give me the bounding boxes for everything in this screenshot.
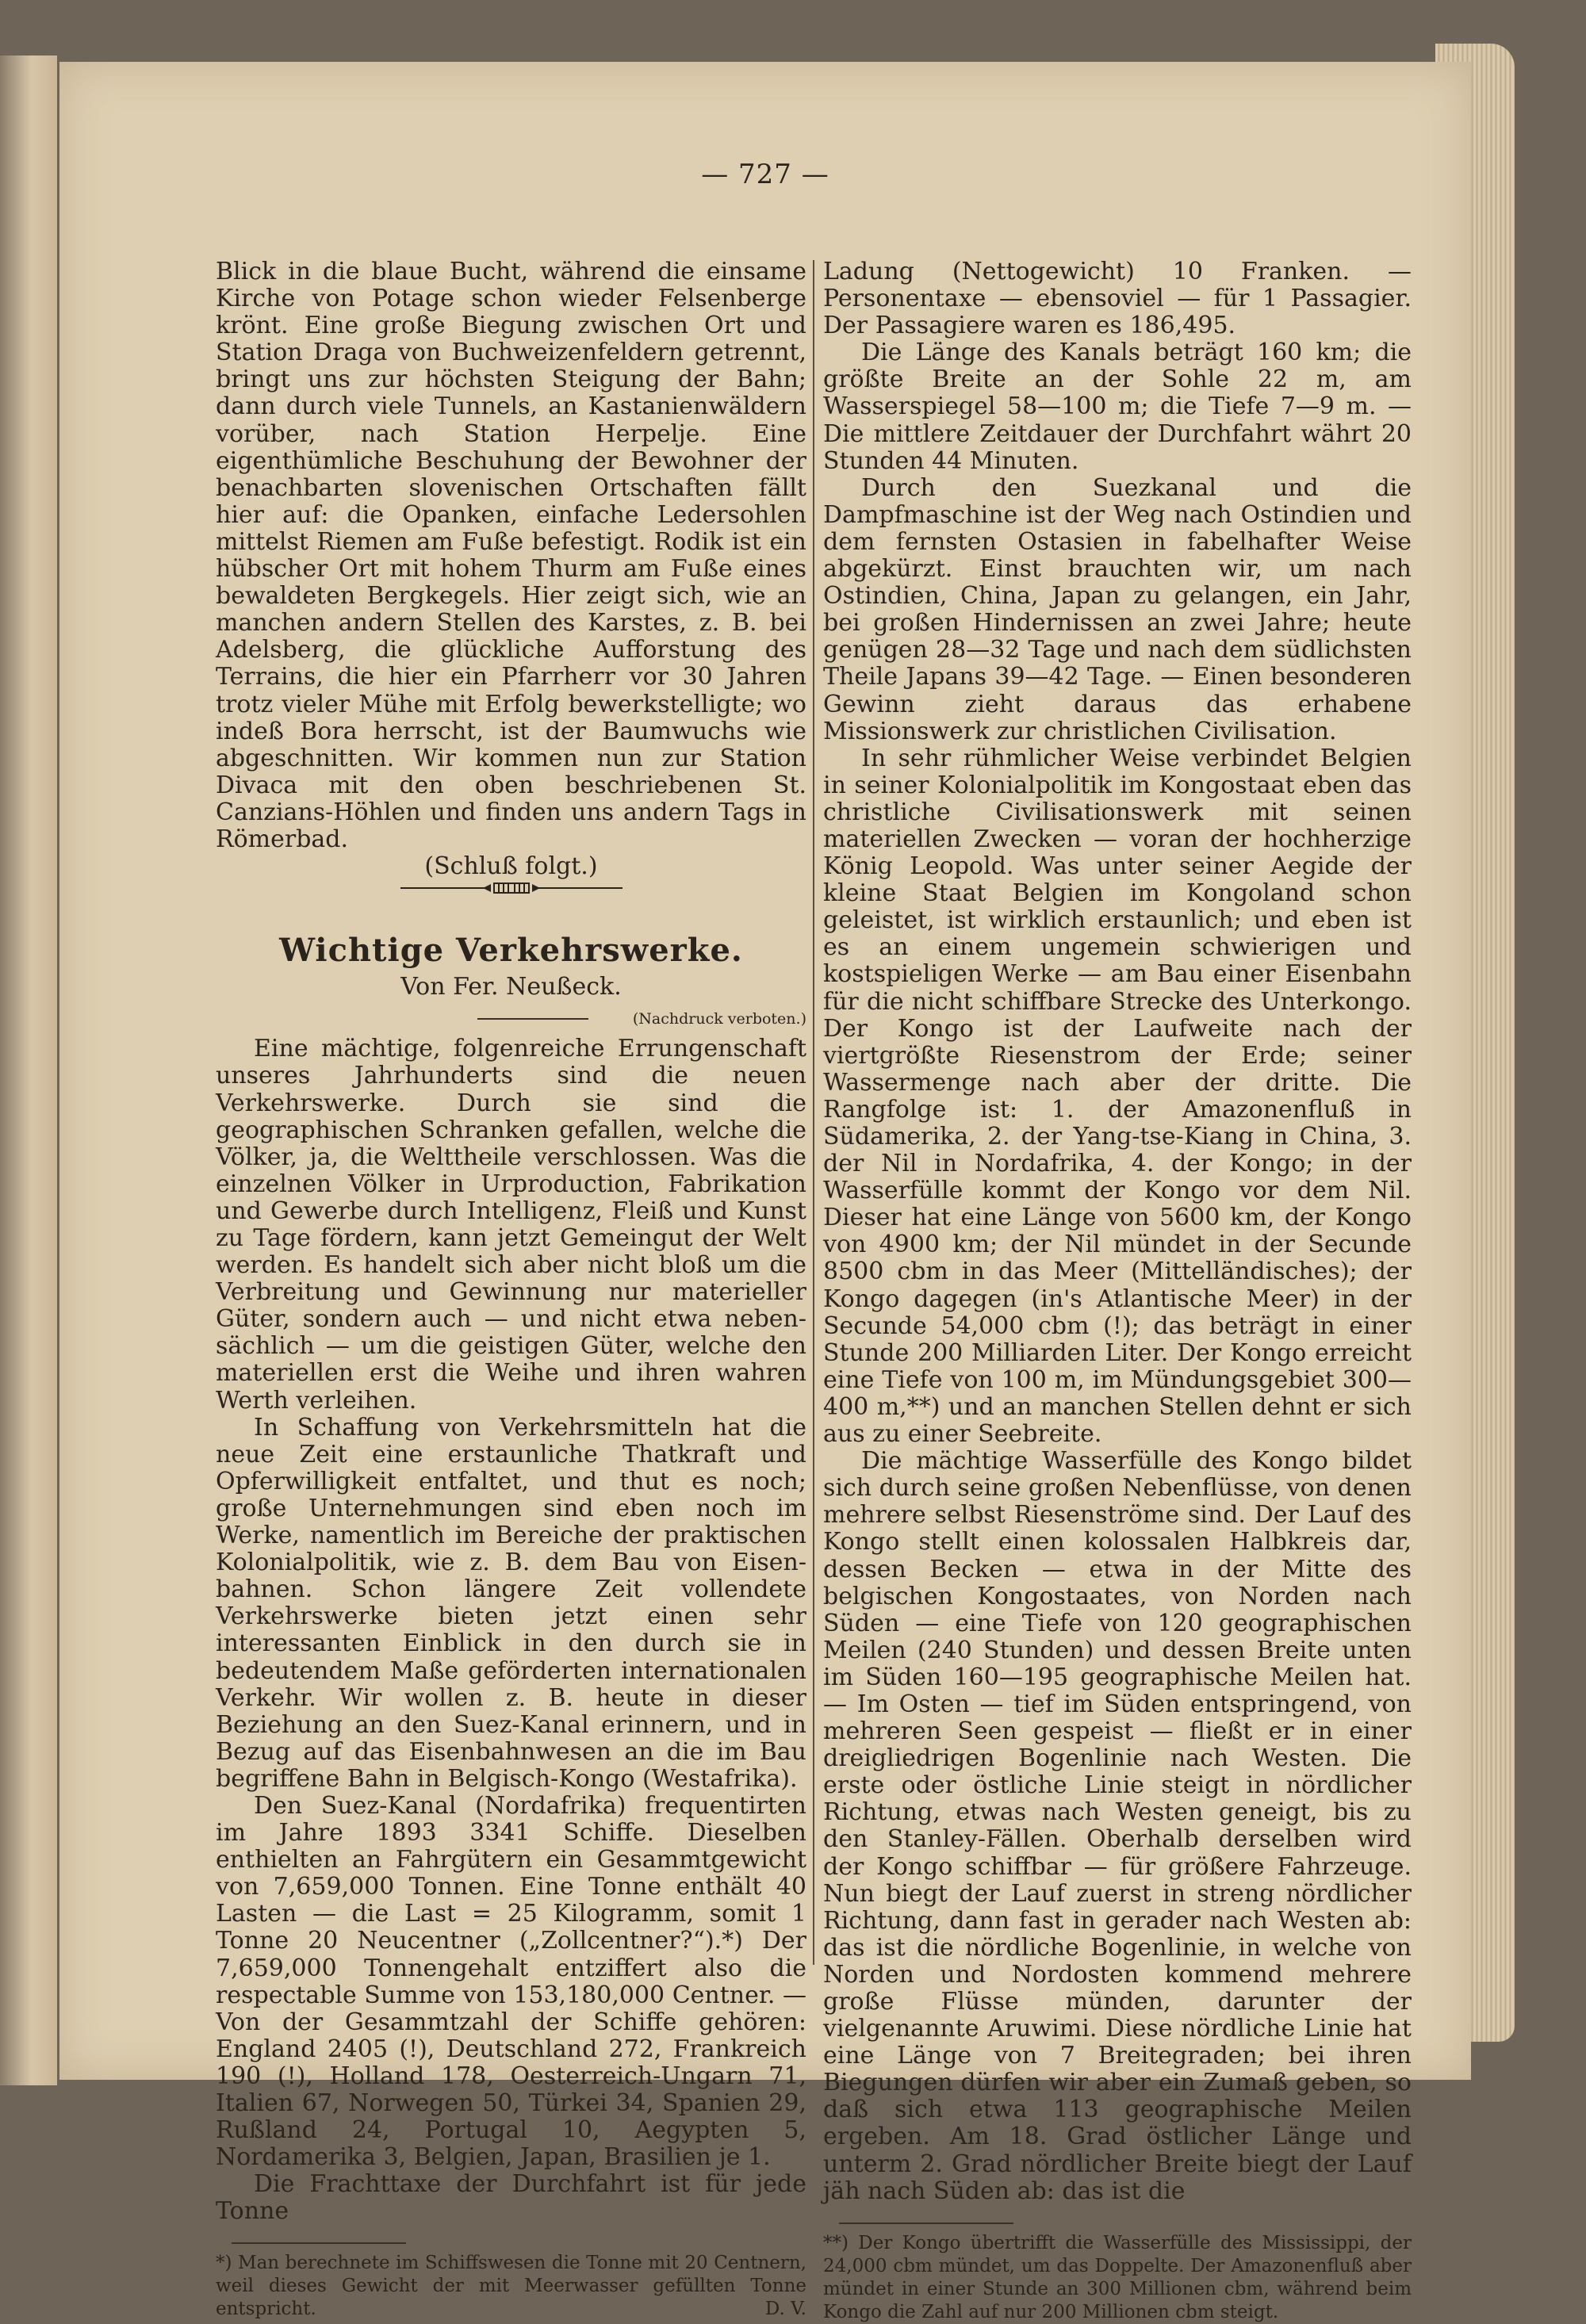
article-paragraph: Den Suez-Kanal (Nordafrika) frequentirten im Jahre 1893 3341 Schiffe. Dieselben enthielten an Fahrgütern ein Gesammtgewicht von 7,659,000 Tonnen. Eine Tonne enthält 40 Lasten — die Last = 25 Kilogramm, somit 1 Tonne 20 Neucentner („Zollcentner?“).*) Der 7,659,000 Tonnengehalt entziffert also die respectable Summe von 153,180,000 Centner. — Von der Gesammtzahl der Schiffe gehören: England 2405 (!), Deutschland 272, Frankreich 190 (!), Holland 178, Oesterreich-Ungarn 71, Italien 67, Norwegen 50, Türkei 34, Spanien 29, Rußland 24, Portugal 10, Aegypten 5, Nordamerika 3, Belgien, Japan, Brasilien je 1. bbox=[216, 1791, 806, 2172]
footnote-rule bbox=[839, 2223, 1013, 2224]
continued-paragraph: Blick in die blaue Bucht, während die einsame Kirche von Potage schon wieder Felsenberge krönt. Eine große Biegung zwischen Ort und Station Draga von Buchweizenfeldern getrennt, bringt uns zur höchsten Steigung der Bahn; dann durch viele Tunnels, an Kastanienwäldern vorüber, nach Station Herpelje. Eine eigenthümliche Beschuhung der Bewohner der benachbarten slovenischen Ortschaften fällt hier auf: die Opanken, einfache Ledersohlen mittelst Riemen am Fuße befestigt. Rodik ist ein hübscher Ort mit hohem Thurm am Fuße eines bewaldeten Bergkegels. Hier zeigt sich, wie an manchen andern Stellen des Karstes, z. B. bei Adelsberg, die glückliche Aufforstung des Terrains, die hier ein Pfarrherr vor 30 Jahren trotz vieler Mühe mit Erfolg bewerkstelligte; wo indeß Bora herrscht, ist der Baumwuchs wie abgeschnitten. Wir kommen nun zur Station Divaca mit den oben beschriebenen St. Canzians-Höhlen und finden uns andern Tags in Römerbad. bbox=[216, 258, 806, 853]
article-paragraph: Die Frachttaxe der Durchfahrt ist für jede Tonne bbox=[216, 2170, 806, 2226]
article-paragraph: Die mächtige Wasserfülle des Kongo bildet sich durch seine großen Nebenflüsse, von denen mehrere selbst Riesenströme sind. Der Lauf des Kongo stellt einen kolossalen Halbkreis dar, dessen Becken — etwa in der Mitte des belgischen Kongostaates, von Norden nach Süden — eine Tiefe von 120 geographischen Meilen (240 Stunden) und dessen Breite unten im Süden 160—195 geographische Meilen hat. — Im Osten — tief im Süden entspringend, von mehreren Seen gespeist — fließt er in einer dreigliedrigen Bogenlinie nach Westen. Die erste oder östliche Linie steigt in nördlicher Richtung, etwas nach Westen geneigt, bis zu den Stanley-Fällen. Oberhalb derselben wird der Kongo schiffbar — für größere Fahrzeuge. Nun biegt der Lauf zuerst in streng nördlicher Richtung, dann fast in gerader nach Westen ab: das ist die nördliche Bogenlinie, in welche von Norden und Nordosten kommend mehrere große Flüsse münden, darunter der vielgenannte Aruwimi. Diese nördliche Linie hat eine Länge von 7 Breitegraden; bei ihren Biegungen dürfen wir aber ein Zumaß geben, so daß sich etwa 113 geographische Meilen ergeben. Am 18. Grad östlicher Länge und unterm 2. Grad nördlicher Breite biegt der Lauf jäh nach Süden ab: das ist die bbox=[823, 1447, 1412, 2205]
footnote-signature: D. V. bbox=[764, 2299, 806, 2320]
ornament-icon bbox=[400, 880, 623, 896]
article-title: Wichtige Verkehrswerke. bbox=[279, 932, 743, 970]
article-paragraph: Die Länge des Kanals beträgt 160 km; die größte Breite an der Sohle 22 m, am Wasserspiegel 58—100 m; die Tiefe 7—9 m. — Die mittlere Zeitdauer der Durchfahrt währt 20 Stunden 44 Minuten. bbox=[823, 339, 1412, 475]
article-byline: Von Fer. Neußeck. bbox=[400, 973, 622, 1001]
left-column bbox=[216, 258, 806, 2321]
footnote-rule bbox=[232, 2242, 406, 2244]
right-column bbox=[823, 258, 1412, 2324]
page-number: — 727 — bbox=[701, 159, 829, 190]
to-be-continued-note: (Schluß folgt.) bbox=[424, 852, 598, 881]
article-paragraph: In Schaffung von Verkehrsmitteln hat die neue Zeit eine erstaunliche Thatkraft und Opferwilligkeit entfaltet, und thut es noch; große Unternehmungen sind eben noch im Werke, namentlich im Bereiche der praktischen Kolonialpolitik, wie z. B. dem Bau von Eisenbahnen. Schon längere Zeit vollendete Verkehrswerke bieten jetzt einen sehr interessanten Einblick in den durch sie in bedeutendem Maße geförderten internationalen Verkehr. Wir wollen z. B. heute in dieser Beziehung an den Suez-Kanal erinnern, und in Bezug auf das Eisenbahnwesen an die im Bau begriffene Bahn in Belgisch-Kongo (Westafrika). bbox=[216, 1413, 806, 1793]
column-divider bbox=[813, 260, 814, 1965]
reprint-notice: (Nachdruck verboten.) bbox=[632, 1010, 806, 1028]
article-paragraph: Durch den Suezkanal und die Dampfmaschine ist der Weg nach Ostindien und dem fernsten Ostasien in fabelhafter Weise abgekürzt. Einst brauchten wir, um nach Ostindien, China, Japan zu gelangen, ein Jahr, bei großen Hindernissen an zwei Jahre; heute genügen 28—32 Tage und nach dem südlichsten Theile Japans 39—42 Tage. — Einen besonderen Gewinn zieht daraus das erhabene Missionswerk zur christlichen Civilisation. bbox=[823, 473, 1412, 745]
byline-rule bbox=[477, 1018, 588, 1020]
article-paragraph: In sehr rühmlicher Weise verbindet Belgien in seiner Kolonialpolitik im Kongostaat eben das christliche Civilisationswerk mit seinen materiellen Zwecken — voran der hochherzige König Leopold. Was unter seiner Aegide der kleine Staat Belgien im Kongoland schon geleistet, ist wirklich erstaunlich; und eben ist es an einem ungemein schwierigen und kostspieligen Werke — am Bau einer Eisenbahn für die nicht schiffbare Strecke des Unterkongo. Der Kongo ist der Laufweite nach der viertgrößte Riesenstrom der Erde; seiner Wassermenge nach aber der dritte. Die Rangfolge ist: 1. der Amazonenfluß in Südamerika, 2. der Yang-tse-Kiang in China, 3. der Nil in Nordafrika, 4. der Kongo; in der Wasserfülle kommt der Kongo vor dem Nil. Dieser hat eine Länge von 5600 km, der Kongo von 4900 km; der Nil mündet in der Secunde 8500 cbm in das Meer (Mittelländisches); der Kongo dagegen (in's Atlantische Meer) in der Secunde 54,000 cbm (!); das beträgt in einer Stunde 200 Milliarden Liter. Der Kongo erreicht eine Tiefe von 100 m, im Mündungsgebiet 300—400 m,**) und an manchen Stellen dehnt er sich aus zu einer Seebreite. bbox=[823, 744, 1412, 1449]
facing-page-edge bbox=[0, 56, 57, 2085]
book-page bbox=[59, 62, 1471, 2322]
footnote-text: *) Man berechnete im Schiffswesen die Tonne mit 20 Centnern, weil dieses Gewicht der mit Meerwasser gefüllten Tonne entspricht. bbox=[216, 2253, 806, 2320]
article-paragraph: Ladung (Nettogewicht) 10 Franken. — Personentaxe — ebensoviel — für 1 Passagier. Der Passagiere waren es 186,495. bbox=[823, 258, 1412, 340]
section-ornament-divider bbox=[216, 880, 806, 896]
footnote-right: **) Der Kongo übertrifft die Wasserfülle des Mississippi, der 24,000 cbm mündet, um das Doppelte. Der Amazonenfluß aber mündet in einer Stunde an 300 Millionen cbm, während beim Kongo die Zahl auf nur 200 Millionen cbm steigt. bbox=[823, 2232, 1412, 2322]
article-paragraph: Eine mächtige, folgenreiche Errungenschaft unseres Jahrhunderts sind die neuen Verkehrswerke. Durch sie sind die geographischen Schranken gefallen, welche die Völker, ja, die Welttheile verschlossen. Was die einzelnen Völker in Urproduction, Fabrikation und Gewerbe durch Intelligenz, Fleiß und Kunst zu Tage fördern, kann jetzt Gemeingut der Welt werden. Es handelt sich aber nicht bloß um die Verbreitung und Gewinnung nur materieller Güter, sondern auch — und nicht etwa nebensächlich — um die geistigen Güter, welche den materiellen erst die Weihe und ihren wahren Werth verleihen. bbox=[216, 1035, 806, 1415]
reprint-notice-row bbox=[216, 1005, 806, 1032]
footnote-left bbox=[216, 2252, 806, 2321]
